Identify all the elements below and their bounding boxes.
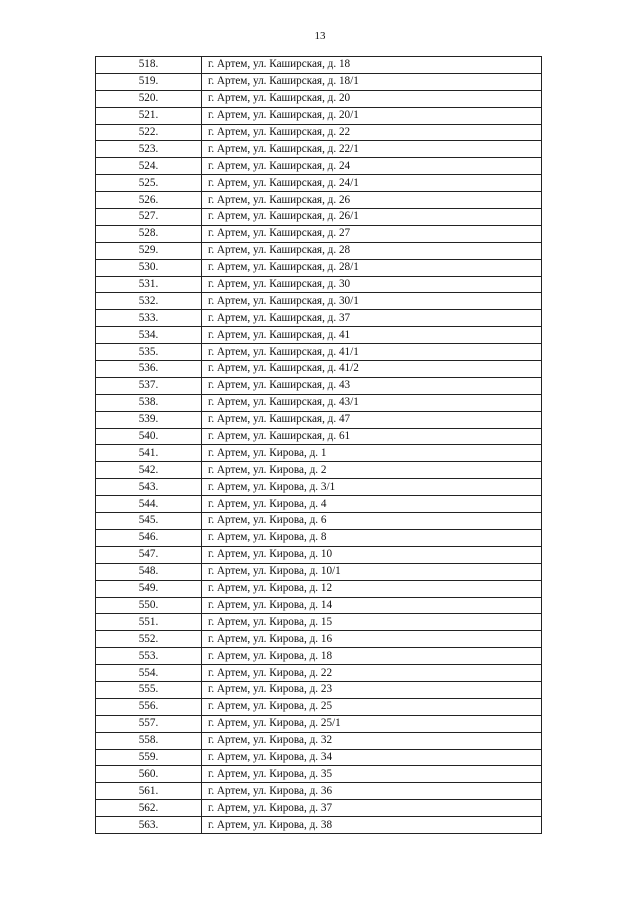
row-number-cell: 532. [96, 293, 202, 310]
table-row [96, 141, 542, 158]
address-cell: г. Артем, ул. Кирова, д. 6 [202, 513, 542, 530]
address-cell: г. Артем, ул. Каширская, д. 22/1 [202, 141, 542, 158]
address-cell: г. Артем, ул. Каширская, д. 30 [202, 276, 542, 293]
row-number-cell: 552. [96, 631, 202, 648]
address-cell: г. Артем, ул. Каширская, д. 24 [202, 158, 542, 175]
address-cell: г. Артем, ул. Каширская, д. 18 [202, 57, 542, 74]
row-number-cell: 533. [96, 310, 202, 327]
address-cell: г. Артем, ул. Кирова, д. 34 [202, 749, 542, 766]
row-number-cell: 556. [96, 698, 202, 715]
address-cell: г. Артем, ул. Кирова, д. 23 [202, 681, 542, 698]
address-cell: г. Артем, ул. Каширская, д. 18/1 [202, 73, 542, 90]
table-row [96, 361, 542, 378]
table-row [96, 462, 542, 479]
address-table [95, 56, 542, 834]
table-row [96, 732, 542, 749]
row-number-cell: 549. [96, 580, 202, 597]
table-row [96, 411, 542, 428]
address-cell: г. Артем, ул. Каширская, д. 20/1 [202, 107, 542, 124]
row-number-cell: 531. [96, 276, 202, 293]
address-cell: г. Артем, ул. Кирова, д. 36 [202, 783, 542, 800]
row-number-cell: 555. [96, 681, 202, 698]
address-cell: г. Артем, ул. Кирова, д. 18 [202, 648, 542, 665]
address-cell: г. Артем, ул. Кирова, д. 32 [202, 732, 542, 749]
row-number-cell: 545. [96, 513, 202, 530]
table-row [96, 57, 542, 74]
address-cell: г. Артем, ул. Кирова, д. 8 [202, 529, 542, 546]
row-number-cell: 538. [96, 394, 202, 411]
table-row [96, 73, 542, 90]
table-row [96, 580, 542, 597]
address-table-body [96, 57, 542, 834]
table-row [96, 513, 542, 530]
table-row [96, 817, 542, 834]
row-number-cell: 544. [96, 496, 202, 513]
row-number-cell: 525. [96, 175, 202, 192]
address-cell: г. Артем, ул. Каширская, д. 20 [202, 90, 542, 107]
address-cell: г. Артем, ул. Кирова, д. 2 [202, 462, 542, 479]
row-number-cell: 518. [96, 57, 202, 74]
table-row [96, 681, 542, 698]
row-number-cell: 526. [96, 192, 202, 209]
row-number-cell: 541. [96, 445, 202, 462]
row-number-cell: 536. [96, 361, 202, 378]
address-cell: г. Артем, ул. Кирова, д. 16 [202, 631, 542, 648]
address-cell: г. Артем, ул. Каширская, д. 41 [202, 327, 542, 344]
table-row [96, 377, 542, 394]
table-row [96, 428, 542, 445]
row-number-cell: 522. [96, 124, 202, 141]
address-cell: г. Артем, ул. Кирова, д. 10 [202, 546, 542, 563]
row-number-cell: 547. [96, 546, 202, 563]
table-row [96, 310, 542, 327]
row-number-cell: 558. [96, 732, 202, 749]
table-row [96, 665, 542, 682]
page-number: 13 [314, 30, 326, 42]
table-row [96, 800, 542, 817]
table-row [96, 445, 542, 462]
address-cell: г. Артем, ул. Кирова, д. 3/1 [202, 479, 542, 496]
address-cell: г. Артем, ул. Каширская, д. 22 [202, 124, 542, 141]
table-row [96, 698, 542, 715]
table-row [96, 715, 542, 732]
row-number-cell: 560. [96, 766, 202, 783]
address-cell: г. Артем, ул. Каширская, д. 27 [202, 225, 542, 242]
row-number-cell: 529. [96, 242, 202, 259]
address-cell: г. Артем, ул. Кирова, д. 38 [202, 817, 542, 834]
table-row [96, 192, 542, 209]
table-row [96, 563, 542, 580]
row-number-cell: 534. [96, 327, 202, 344]
address-cell: г. Артем, ул. Каширская, д. 28/1 [202, 259, 542, 276]
address-cell: г. Артем, ул. Кирова, д. 15 [202, 614, 542, 631]
table-row [96, 90, 542, 107]
row-number-cell: 562. [96, 800, 202, 817]
table-row [96, 529, 542, 546]
table-row [96, 597, 542, 614]
address-cell: г. Артем, ул. Каширская, д. 28 [202, 242, 542, 259]
address-cell: г. Артем, ул. Кирова, д. 25/1 [202, 715, 542, 732]
row-number-cell: 546. [96, 529, 202, 546]
row-number-cell: 561. [96, 783, 202, 800]
address-cell: г. Артем, ул. Каширская, д. 30/1 [202, 293, 542, 310]
row-number-cell: 520. [96, 90, 202, 107]
table-row [96, 394, 542, 411]
table-row [96, 749, 542, 766]
row-number-cell: 519. [96, 73, 202, 90]
address-cell: г. Артем, ул. Кирова, д. 12 [202, 580, 542, 597]
row-number-cell: 539. [96, 411, 202, 428]
address-cell: г. Артем, ул. Каширская, д. 43/1 [202, 394, 542, 411]
table-row [96, 225, 542, 242]
row-number-cell: 523. [96, 141, 202, 158]
table-row [96, 276, 542, 293]
table-row [96, 259, 542, 276]
address-cell: г. Артем, ул. Каширская, д. 24/1 [202, 175, 542, 192]
address-cell: г. Артем, ул. Каширская, д. 41/1 [202, 344, 542, 361]
address-cell: г. Артем, ул. Кирова, д. 10/1 [202, 563, 542, 580]
table-row [96, 107, 542, 124]
address-cell: г. Артем, ул. Кирова, д. 35 [202, 766, 542, 783]
address-cell: г. Артем, ул. Каширская, д. 41/2 [202, 361, 542, 378]
address-cell: г. Артем, ул. Каширская, д. 61 [202, 428, 542, 445]
address-cell: г. Артем, ул. Каширская, д. 43 [202, 377, 542, 394]
table-row [96, 766, 542, 783]
row-number-cell: 557. [96, 715, 202, 732]
row-number-cell: 528. [96, 225, 202, 242]
row-number-cell: 550. [96, 597, 202, 614]
table-row [96, 344, 542, 361]
table-row [96, 631, 542, 648]
table-row [96, 496, 542, 513]
table-row [96, 242, 542, 259]
row-number-cell: 551. [96, 614, 202, 631]
table-row [96, 648, 542, 665]
address-cell: г. Артем, ул. Кирова, д. 14 [202, 597, 542, 614]
address-cell: г. Артем, ул. Каширская, д. 37 [202, 310, 542, 327]
table-row [96, 124, 542, 141]
row-number-cell: 563. [96, 817, 202, 834]
address-cell: г. Артем, ул. Каширская, д. 47 [202, 411, 542, 428]
table-row [96, 175, 542, 192]
address-cell: г. Артем, ул. Кирова, д. 1 [202, 445, 542, 462]
row-number-cell: 540. [96, 428, 202, 445]
row-number-cell: 553. [96, 648, 202, 665]
row-number-cell: 548. [96, 563, 202, 580]
row-number-cell: 543. [96, 479, 202, 496]
row-number-cell: 527. [96, 209, 202, 226]
address-cell: г. Артем, ул. Кирова, д. 37 [202, 800, 542, 817]
address-cell: г. Артем, ул. Каширская, д. 26 [202, 192, 542, 209]
address-cell: г. Артем, ул. Каширская, д. 26/1 [202, 209, 542, 226]
table-row [96, 327, 542, 344]
row-number-cell: 542. [96, 462, 202, 479]
row-number-cell: 535. [96, 344, 202, 361]
address-cell: г. Артем, ул. Кирова, д. 22 [202, 665, 542, 682]
table-row [96, 209, 542, 226]
table-row [96, 479, 542, 496]
table-row [96, 158, 542, 175]
row-number-cell: 537. [96, 377, 202, 394]
row-number-cell: 521. [96, 107, 202, 124]
row-number-cell: 554. [96, 665, 202, 682]
table-row [96, 546, 542, 563]
table-row [96, 783, 542, 800]
row-number-cell: 524. [96, 158, 202, 175]
address-cell: г. Артем, ул. Кирова, д. 4 [202, 496, 542, 513]
row-number-cell: 530. [96, 259, 202, 276]
row-number-cell: 559. [96, 749, 202, 766]
table-row [96, 293, 542, 310]
address-cell: г. Артем, ул. Кирова, д. 25 [202, 698, 542, 715]
table-row [96, 614, 542, 631]
